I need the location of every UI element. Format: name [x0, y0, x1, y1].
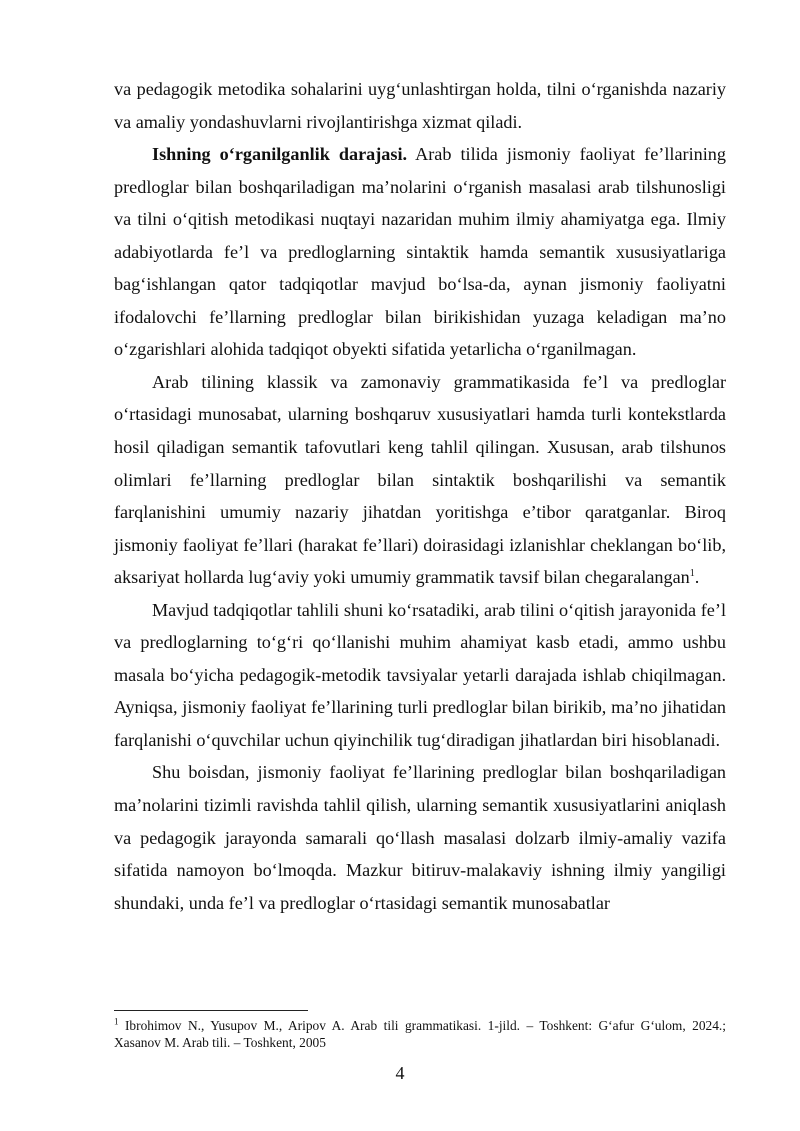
body-text: [114, 73, 726, 919]
paragraph-4-text: Mavjud tadqiqotlar tahlili shuni ko‘rsatadiki, arab tilini o‘qitish jarayonida fe’l va predloglarning to‘g‘ri qo‘llanishi muhim ahamiyat kasb etadi, ammo ushbu masala bo‘yicha pedagogik-metodik tavsiyalar yetarli darajada ishlab chiqilmagan. Ayniqsa, jismoniy faoliyat fe’llarining turli predloglar bilan birikib, ma’no jihatidan farqlanishi o‘quvchilar uchun qiyinchilik tug‘diradigan jihatlardan biri hisoblanadi.: [114, 599, 726, 750]
paragraph-3-text: Arab tilining klassik va zamonaviy grammatikasida fe’l va predloglar o‘rtasidagi munosabat, ularning boshqaruv xususiyatlari hamda turli kontekstlarda hosil qiladigan semantik tafovutlari keng tahlil qilingan. Xususan, arab tilshunos olimlari fe’llarning predloglar bilan sintaktik boshqarilishi va semantik farqlanishini umumiy nazariy jihatdan yoritishga e’tibor qaratganlar. Biroq jismoniy faoliyat fe’llari (harakat fe’llari) doirasidagi izlanishlar cheklangan bo‘lib, aksariyat hollarda lug‘aviy yoki umumiy grammatik tavsif bilan chegaralangan: [114, 371, 726, 588]
footnote-reference[interactable]: 1: [689, 568, 695, 580]
paragraph-5-text: Shu boisdan, jismoniy faoliyat fe’llarining predloglar bilan boshqariladigan ma’nolarini tizimli ravishda tahlil qilish, ularning semantik xususiyatlarini aniqlash va pedagogik jarayonda samarali qo‘llash masalasi dolzarb ilmiy-amaliy vazifa sifatida namoyon bo‘lmoqda. Mazkur bitiruv-malakaviy ishning ilmiy yangiligi shundaki, unda fe’l va predloglar o‘rtasidagi semantik munosabatlar: [114, 762, 726, 913]
paragraph-2: [114, 138, 726, 366]
paragraph-1: [114, 73, 726, 138]
paragraph-3-tail: .: [694, 567, 700, 588]
section-heading: Ishning o‘rganilganlik darajasi.: [152, 144, 408, 165]
footnote-mark: 1: [114, 1016, 119, 1027]
paragraph-3: [114, 366, 726, 594]
paragraph-1-text: va pedagogik metodika sohalarini uyg‘unlashtirgan holda, tilni o‘rganishda nazariy va amaliy yondashuvlarni rivojlantirishga xizmat qiladi.: [114, 79, 726, 132]
paragraph-2-text: Arab tilida jismoniy faoliyat fe’llarining predloglar bilan boshqariladigan ma’nolarini o‘rganish masalasi arab tilshunosligi va tilni o‘qitish metodikasi nuqtayi nazaridan muhim ilmiy ahamiyatga ega. Ilmiy adabiyotlarda fe’l va predloglarning sintaktik hamda semantik xususiyatlariga bag‘ishlangan qator tadqiqotlar mavjud bo‘lsa-da, aynan jismoniy faoliyatni ifodalovchi fe’llarning predloglar bilan birikishidan yuzaga keladigan ma’no o‘zgarishlari alohida tadqiqot obyekti sifatida yetarlicha o‘rganilmagan.: [114, 144, 726, 360]
footnote: [114, 1017, 726, 1051]
paragraph-4: [114, 594, 726, 757]
paragraph-5: [114, 756, 726, 919]
page-number: 4: [395, 1063, 405, 1083]
footnote-text: Ibrohimov N., Yusupov M., Aripov A. Arab tili grammatikasi. 1-jild. – Toshkent: G‘afur G‘ulom, 2024.; Xasanov M. Arab tili. – Toshkent, 2005: [114, 1018, 726, 1050]
footnote-divider: [114, 1010, 308, 1011]
